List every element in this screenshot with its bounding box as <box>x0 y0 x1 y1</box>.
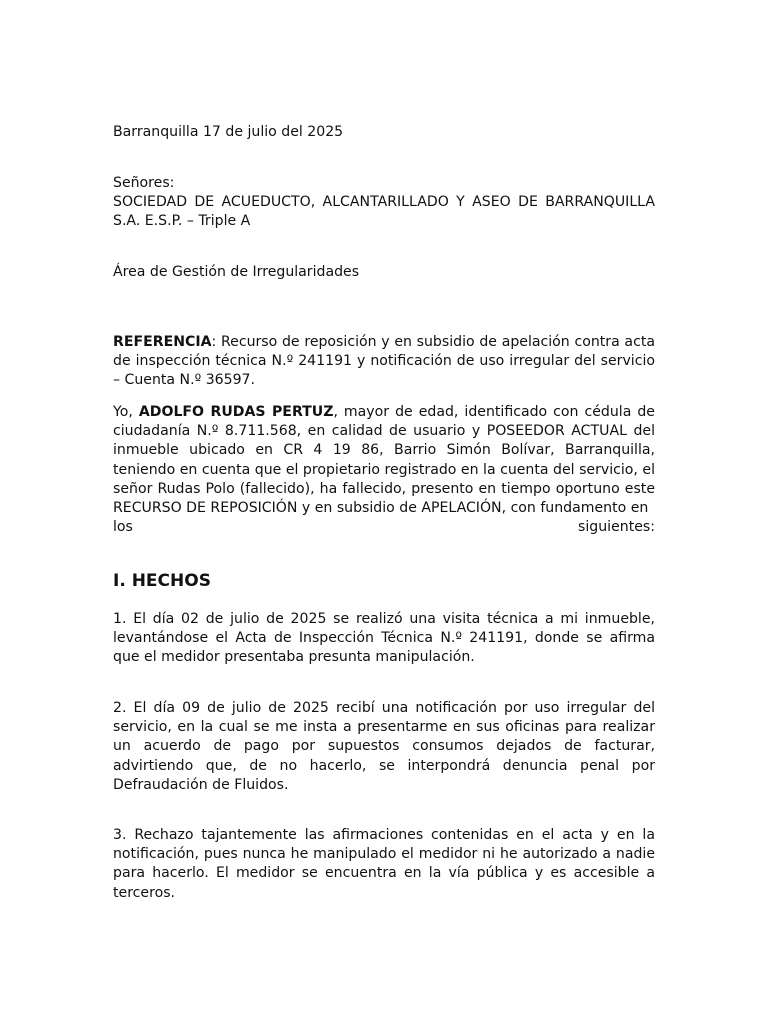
reference-label: REFERENCIA <box>113 334 212 350</box>
fact-item-2: 2. El día 09 de julio de 2025 recibí una notificación por uso irregular del servicio, en la cual se me insta a presentarme en sus oficinas para realizar un acuerdo de pago por supuestos consumos dejados de facturar, advirtiendo que, de no hacerlo, se interpondrá denuncia penal por Defraudación de Fluidos. <box>113 700 655 793</box>
intro-last-line: los siguientes: <box>113 519 655 535</box>
reference-paragraph <box>113 333 655 391</box>
section-heading: I. HECHOS <box>113 571 211 591</box>
reference-text: : Recurso de reposición y en subsidio de apelación contra acta de inspección técnica N.º 241191 y notificación de uso irregular del servicio – Cuenta N.º 36597. <box>113 334 655 389</box>
fact-item-3: 3. Rechazo tajantemente las afirmaciones contenidas en el acta y en la notificación, pues nunca he manipulado el medidor ni he autorizado a nadie para hacerlo. El medidor se encuentra en la vía pública y es accesible a terceros. <box>113 827 655 901</box>
intro-paragraph <box>113 403 655 518</box>
intro-prefix: Yo, <box>113 404 139 420</box>
intro-body: , mayor de edad, identificado con cédula de ciudadanía N.º 8.711.568, en calidad de usuario y POSEEDOR ACTUAL del inmueble ubicado en CR 4 19 86, Barrio Simón Bolívar, Barranquilla, teniendo en cuenta que el propietario registrado en la cuenta del servicio, el señor Rudas Polo (fallecido), ha fallecido, presento en tiempo oportuno este RECURSO DE REPOSICIÓN y en subsidio de APELACIÓN, con fundamento en <box>113 404 655 517</box>
fact-item-1: 1. El día 02 de julio de 2025 se realizó una visita técnica a mi inmueble, levantándose el Acta de Inspección Técnica N.º 241191, donde se afirma que el medidor presentaba presunta manipulación. <box>113 611 655 666</box>
addressee-company: SOCIEDAD DE ACUEDUCTO, ALCANTARILLADO Y ASEO DE BARRANQUILLA S.A. E.S.P. – Triple A <box>113 194 655 230</box>
salutation: Señores: <box>113 175 175 191</box>
appellant-name: ADOLFO RUDAS PERTUZ <box>138 404 334 420</box>
addressee-area: Área de Gestión de Irregularidades <box>113 264 360 280</box>
date-line: Barranquilla 17 de julio del 2025 <box>113 124 344 140</box>
document-page <box>113 0 655 1024</box>
